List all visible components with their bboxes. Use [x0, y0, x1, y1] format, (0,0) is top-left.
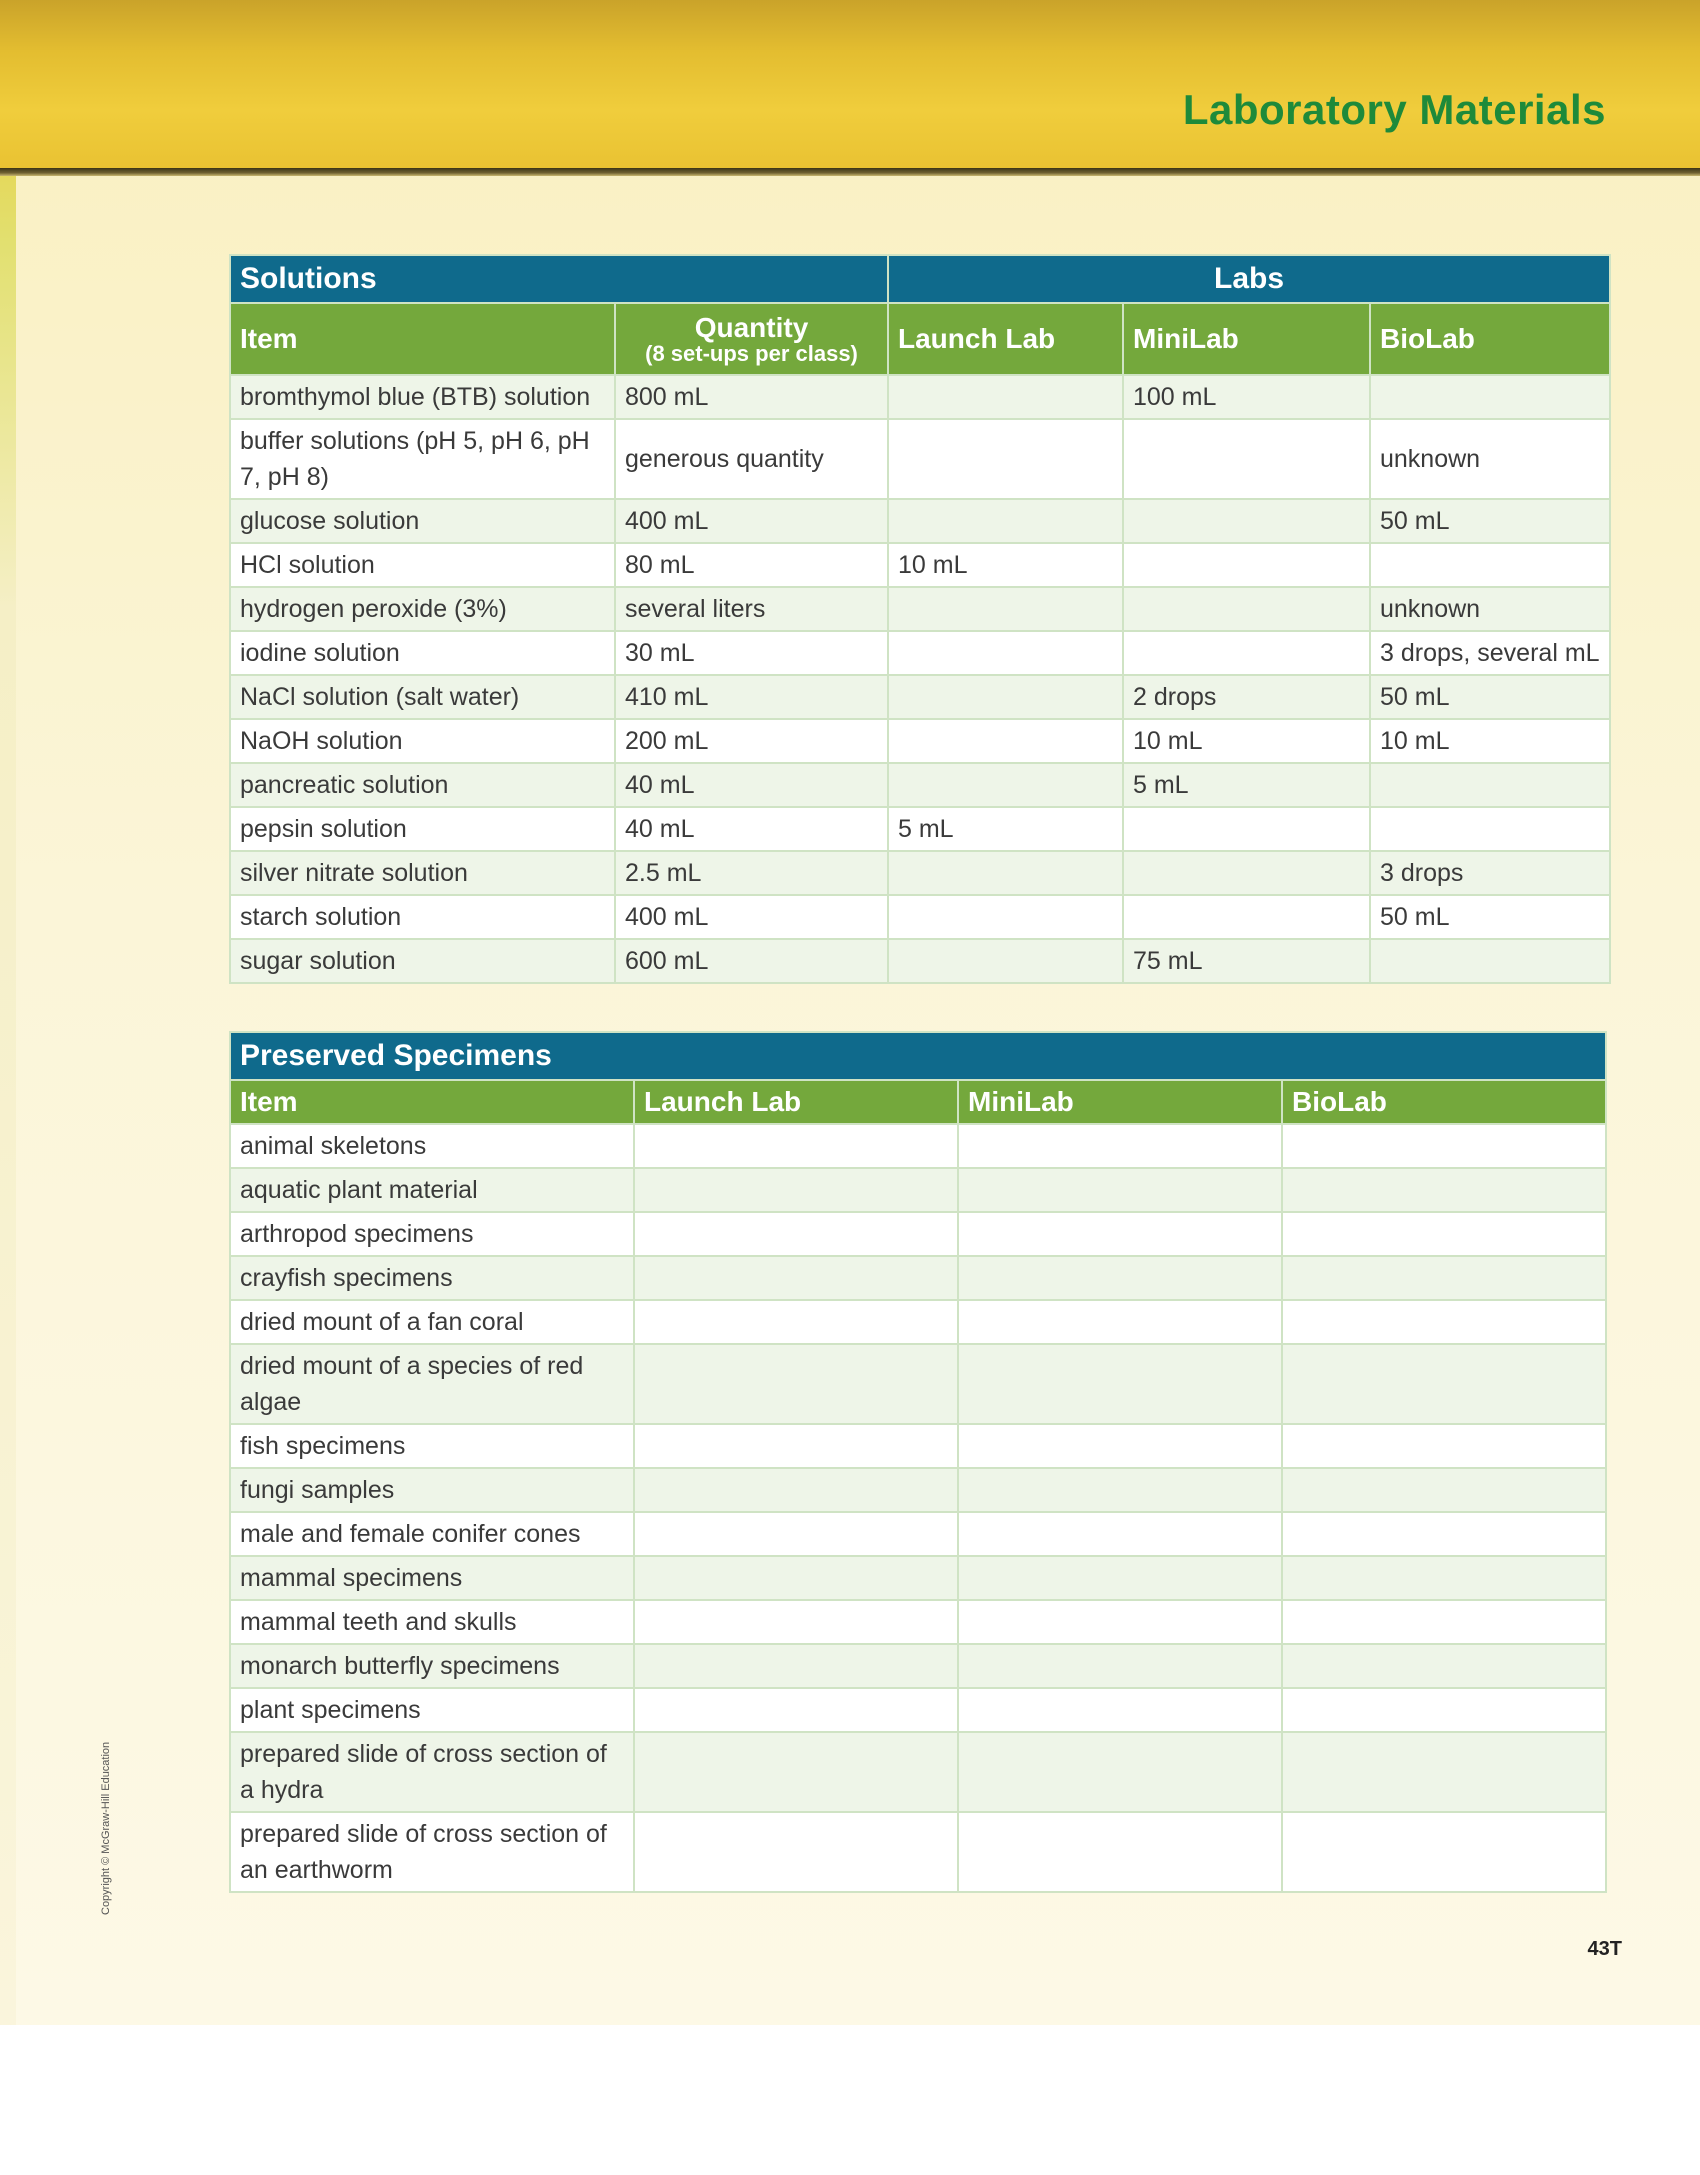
page-title: Laboratory Materials — [1182, 86, 1606, 133]
cell-minilab — [958, 1124, 1282, 1168]
table-row — [230, 807, 1610, 851]
specimens-table — [229, 1031, 1607, 1893]
cell-launch-lab — [888, 499, 1123, 543]
cell-launch-lab — [634, 1344, 958, 1424]
col-quantity — [615, 303, 888, 375]
page-number: 43T — [1587, 1938, 1622, 1960]
cell-quantity: 80 mL — [615, 543, 888, 587]
cell-quantity: 200 mL — [615, 719, 888, 763]
col-item: Item — [230, 303, 615, 375]
cell-item: plant specimens — [230, 1688, 634, 1732]
table-row — [230, 763, 1610, 807]
cell-launch-lab — [888, 419, 1123, 499]
cell-item: prepared slide of cross section of a hydra — [230, 1732, 634, 1812]
cell-quantity: 30 mL — [615, 631, 888, 675]
cell-item: dried mount of a fan coral — [230, 1300, 634, 1344]
table-row — [230, 1512, 1606, 1556]
cell-launch-lab — [634, 1556, 958, 1600]
cell-launch-lab — [888, 763, 1123, 807]
cell-item: fish specimens — [230, 1424, 634, 1468]
cell-biolab — [1282, 1300, 1606, 1344]
spec-col-biolab: BioLab — [1282, 1080, 1606, 1124]
cell-biolab — [1370, 375, 1610, 419]
cell-biolab — [1282, 1600, 1606, 1644]
cell-item: hydrogen peroxide (3%) — [230, 587, 615, 631]
cell-minilab — [958, 1256, 1282, 1300]
table-row — [230, 419, 1610, 499]
cell-biolab: unknown — [1370, 587, 1610, 631]
solutions-section-title: Solutions — [230, 255, 888, 303]
cell-launch-lab — [888, 375, 1123, 419]
cell-launch-lab — [634, 1424, 958, 1468]
cell-item: mammal specimens — [230, 1556, 634, 1600]
cell-biolab — [1282, 1256, 1606, 1300]
cell-launch-lab: 10 mL — [888, 543, 1123, 587]
cell-item: arthropod specimens — [230, 1212, 634, 1256]
col-biolab: BioLab — [1370, 303, 1610, 375]
left-edge-strip — [0, 0, 16, 2025]
table-row — [230, 1688, 1606, 1732]
cell-item: bromthymol blue (BTB) solution — [230, 375, 615, 419]
table-row — [230, 1556, 1606, 1600]
cell-biolab — [1282, 1688, 1606, 1732]
table-row — [230, 375, 1610, 419]
cell-item: sugar solution — [230, 939, 615, 983]
cell-launch-lab — [888, 719, 1123, 763]
cell-launch-lab — [634, 1300, 958, 1344]
cell-biolab — [1370, 763, 1610, 807]
cell-biolab: 3 drops, several mL — [1370, 631, 1610, 675]
cell-biolab — [1370, 807, 1610, 851]
specimens-body — [230, 1124, 1606, 1892]
cell-minilab — [1123, 807, 1370, 851]
cell-item: pepsin solution — [230, 807, 615, 851]
cell-launch-lab — [888, 675, 1123, 719]
cell-launch-lab — [888, 939, 1123, 983]
cell-minilab — [958, 1168, 1282, 1212]
cell-item: male and female conifer cones — [230, 1512, 634, 1556]
cell-quantity: 2.5 mL — [615, 851, 888, 895]
cell-quantity: 40 mL — [615, 807, 888, 851]
table-row — [230, 1812, 1606, 1892]
cell-launch-lab — [634, 1256, 958, 1300]
cell-biolab — [1282, 1732, 1606, 1812]
cell-minilab — [958, 1644, 1282, 1688]
cell-minilab — [958, 1600, 1282, 1644]
cell-launch-lab — [888, 851, 1123, 895]
cell-minilab — [958, 1732, 1282, 1812]
table-row — [230, 1256, 1606, 1300]
cell-item: animal skeletons — [230, 1124, 634, 1168]
cell-biolab — [1370, 939, 1610, 983]
cell-launch-lab — [634, 1732, 958, 1812]
cell-minilab — [1123, 499, 1370, 543]
col-launch-lab: Launch Lab — [888, 303, 1123, 375]
cell-quantity: 600 mL — [615, 939, 888, 983]
cell-minilab — [1123, 543, 1370, 587]
table-row — [230, 939, 1610, 983]
cell-item: aquatic plant material — [230, 1168, 634, 1212]
cell-quantity: 400 mL — [615, 895, 888, 939]
header-band — [0, 0, 1700, 170]
cell-biolab: 10 mL — [1370, 719, 1610, 763]
spec-col-launch-lab: Launch Lab — [634, 1080, 958, 1124]
cell-minilab — [958, 1424, 1282, 1468]
cell-minilab: 10 mL — [1123, 719, 1370, 763]
cell-quantity: 40 mL — [615, 763, 888, 807]
cell-launch-lab — [634, 1468, 958, 1512]
table-row — [230, 1124, 1606, 1168]
cell-biolab: unknown — [1370, 419, 1610, 499]
cell-biolab — [1282, 1424, 1606, 1468]
cell-minilab — [1123, 851, 1370, 895]
cell-minilab: 5 mL — [1123, 763, 1370, 807]
table-row — [230, 1168, 1606, 1212]
cell-launch-lab — [634, 1512, 958, 1556]
table-row — [230, 1344, 1606, 1424]
table-row — [230, 719, 1610, 763]
cell-minilab: 75 mL — [1123, 939, 1370, 983]
cell-minilab — [958, 1556, 1282, 1600]
cell-minilab — [958, 1812, 1282, 1892]
cell-biolab: 50 mL — [1370, 895, 1610, 939]
cell-item: pancreatic solution — [230, 763, 615, 807]
cell-minilab — [958, 1688, 1282, 1732]
cell-minilab: 100 mL — [1123, 375, 1370, 419]
cell-biolab — [1282, 1512, 1606, 1556]
labs-section-title: Labs — [888, 255, 1610, 303]
solutions-table — [229, 254, 1611, 984]
cell-item: HCl solution — [230, 543, 615, 587]
cell-quantity: 400 mL — [615, 499, 888, 543]
cell-biolab — [1370, 543, 1610, 587]
cell-item: mammal teeth and skulls — [230, 1600, 634, 1644]
cell-item: dried mount of a species of red algae — [230, 1344, 634, 1424]
cell-launch-lab — [634, 1644, 958, 1688]
table-row — [230, 1212, 1606, 1256]
cell-launch-lab — [634, 1812, 958, 1892]
cell-item: crayfish specimens — [230, 1256, 634, 1300]
col-quantity-note: (8 set-ups per class) — [645, 341, 858, 366]
table-row — [230, 895, 1610, 939]
cell-quantity: 800 mL — [615, 375, 888, 419]
cell-item: prepared slide of cross section of an earthworm — [230, 1812, 634, 1892]
cell-item: glucose solution — [230, 499, 615, 543]
cell-item: iodine solution — [230, 631, 615, 675]
cell-minilab — [958, 1468, 1282, 1512]
table-row — [230, 499, 1610, 543]
table-row — [230, 1600, 1606, 1644]
cell-minilab — [958, 1344, 1282, 1424]
cell-launch-lab: 5 mL — [888, 807, 1123, 851]
solutions-body — [230, 375, 1610, 983]
cell-launch-lab — [634, 1688, 958, 1732]
table-row — [230, 631, 1610, 675]
spec-col-item: Item — [230, 1080, 634, 1124]
table-row — [230, 1300, 1606, 1344]
cell-biolab: 3 drops — [1370, 851, 1610, 895]
cell-item: starch solution — [230, 895, 615, 939]
cell-biolab — [1282, 1344, 1606, 1424]
cell-launch-lab — [634, 1124, 958, 1168]
cell-quantity: 410 mL — [615, 675, 888, 719]
table-row — [230, 1644, 1606, 1688]
cell-minilab — [1123, 419, 1370, 499]
cell-biolab — [1282, 1168, 1606, 1212]
table-row — [230, 1468, 1606, 1512]
cell-minilab: 2 drops — [1123, 675, 1370, 719]
cell-biolab — [1282, 1468, 1606, 1512]
cell-launch-lab — [888, 895, 1123, 939]
col-quantity-label: Quantity — [694, 312, 809, 343]
table-row — [230, 543, 1610, 587]
cell-item: monarch butterfly specimens — [230, 1644, 634, 1688]
table-row — [230, 1424, 1606, 1468]
table-row — [230, 1732, 1606, 1812]
cell-minilab — [958, 1212, 1282, 1256]
header-rule — [0, 168, 1700, 176]
col-minilab: MiniLab — [1123, 303, 1370, 375]
cell-biolab — [1282, 1556, 1606, 1600]
cell-biolab: 50 mL — [1370, 675, 1610, 719]
cell-minilab — [1123, 587, 1370, 631]
cell-quantity: generous quantity — [615, 419, 888, 499]
cell-item: fungi samples — [230, 1468, 634, 1512]
cell-minilab — [1123, 631, 1370, 675]
cell-biolab — [1282, 1124, 1606, 1168]
cell-minilab — [958, 1512, 1282, 1556]
cell-launch-lab — [634, 1168, 958, 1212]
copyright-notice: Copyright © McGraw-Hill Education — [100, 1741, 112, 1915]
spec-col-minilab: MiniLab — [958, 1080, 1282, 1124]
cell-biolab — [1282, 1644, 1606, 1688]
cell-minilab — [958, 1300, 1282, 1344]
cell-minilab — [1123, 895, 1370, 939]
cell-biolab — [1282, 1212, 1606, 1256]
cell-item: NaOH solution — [230, 719, 615, 763]
cell-launch-lab — [634, 1600, 958, 1644]
specimens-section-title: Preserved Specimens — [230, 1032, 1606, 1080]
cell-item: NaCl solution (salt water) — [230, 675, 615, 719]
cell-item: silver nitrate solution — [230, 851, 615, 895]
table-row — [230, 851, 1610, 895]
table-row — [230, 675, 1610, 719]
cell-biolab — [1282, 1812, 1606, 1892]
cell-launch-lab — [888, 587, 1123, 631]
cell-quantity: several liters — [615, 587, 888, 631]
cell-launch-lab — [888, 631, 1123, 675]
cell-biolab: 50 mL — [1370, 499, 1610, 543]
cell-item: buffer solutions (pH 5, pH 6, pH 7, pH 8) — [230, 419, 615, 499]
table-row — [230, 587, 1610, 631]
cell-launch-lab — [634, 1212, 958, 1256]
